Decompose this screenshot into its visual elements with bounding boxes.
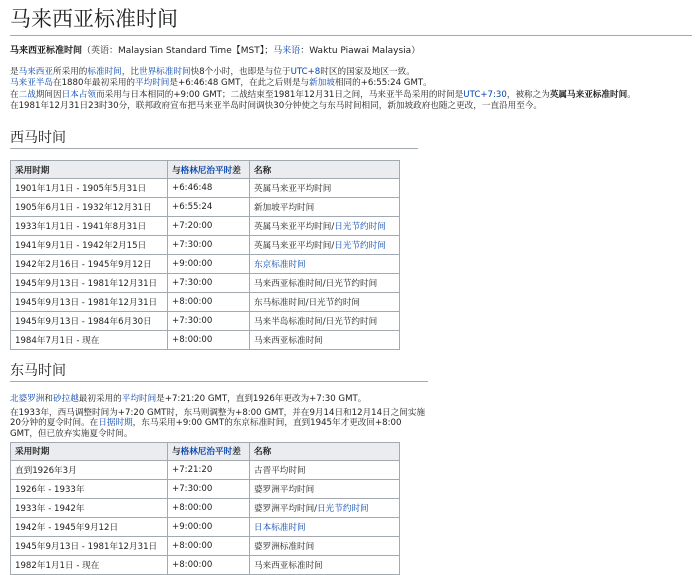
intro-text: 。 (627, 89, 636, 100)
cell-period: 1941年9月1日 - 1942年2月15日 (11, 236, 168, 255)
link-sarawak[interactable]: 砂拉越 (53, 393, 79, 404)
table-row (11, 536, 400, 555)
table-row (11, 179, 400, 198)
cell-offset: +8:00:00 (168, 536, 250, 555)
link-utc730[interactable]: UTC+7:30 (463, 89, 507, 100)
intro-text: ，比 (121, 67, 139, 77)
cell-name (250, 274, 400, 293)
cell-name-link[interactable]: 日光节约时间 (334, 222, 386, 233)
east-text: 最初采用的 (78, 393, 122, 404)
link-malay[interactable]: 马来语 (273, 46, 301, 56)
table-row (11, 236, 400, 255)
cell-period: 1942年2月16日 - 1945年9月12日 (11, 255, 168, 274)
west-table-body (11, 179, 400, 350)
cell-period: 1945年9月13日 - 1981年12月31日 (11, 536, 168, 555)
col-header-name: 名称 (250, 442, 400, 460)
cell-name (250, 331, 400, 350)
section-heading-east: 东马时间 (10, 362, 428, 382)
cell-name (250, 312, 400, 331)
east-text: ，东马采用+9:00 GMT的东京标准时间，直到1945年才更改回+8:00 GMT，但已放弃实施夏令时间。 (10, 418, 402, 440)
table-header-row (11, 442, 400, 460)
cell-name-text: 马来西亚标准时间 (254, 560, 323, 571)
cell-offset: +9:00:00 (168, 517, 250, 536)
cell-period: 1984年7月1日 - 现在 (11, 331, 168, 350)
table-row (11, 198, 400, 217)
table-row (11, 460, 400, 479)
cell-name-text: 东马标准时间/日光节约时间 (254, 298, 361, 309)
cell-name-text: 马来西亚标准时间/日光节约时间 (254, 279, 378, 290)
cell-period: 直到1926年3月 (11, 460, 168, 479)
cell-name (250, 236, 400, 255)
link-mean-time-east[interactable]: 平均时间 (121, 393, 157, 404)
table-row (11, 479, 400, 498)
intro-text: 是+6:46:48 GMT，在此之后则是与 (169, 78, 310, 89)
bold-term: 英属马来亚标准时间 (549, 89, 628, 100)
cell-name (250, 255, 400, 274)
link-north-borneo[interactable]: 北婆罗洲 (10, 393, 45, 404)
cell-period: 1933年 - 1942年 (11, 498, 168, 517)
cell-name-text: 婆罗洲标准时间 (254, 541, 315, 552)
cell-name (250, 217, 400, 236)
cell-offset: +7:30:00 (168, 274, 250, 293)
cell-name-link[interactable]: 东京标准时间 (254, 260, 306, 271)
cell-name-text: 马来西亚标准时间 (254, 336, 323, 347)
intro-text: 相同的+6:55:24 GMT。 (334, 78, 432, 89)
section-heading-west: 西马时间 (10, 129, 418, 149)
intro-line-2 (10, 78, 692, 89)
cell-offset: +6:55:24 (168, 198, 250, 217)
link-japanese-era[interactable]: 日据时期 (98, 418, 133, 429)
link-gmt[interactable]: 格林尼治平时 (180, 447, 233, 458)
col-header-offset (168, 442, 250, 460)
intro-text: 是 (10, 67, 19, 77)
lead-text: （英语：Malaysian Standard Time【MST】； (82, 46, 274, 56)
col-header-name: 名称 (250, 161, 400, 179)
intro-text: 所采用的 (53, 67, 88, 77)
east-paragraph-2 (10, 408, 430, 440)
link-standard-time[interactable]: 标准时间 (87, 67, 122, 77)
cell-name-text: 婆罗洲平均时间/ (254, 503, 318, 514)
link-utc8[interactable]: UTC+8 (290, 67, 321, 77)
table-row (11, 255, 400, 274)
intro-text: 而采用与日本相同的+9:00 GMT；二战结束至1981年12月31日之间，马来亚半岛采用的时间是 (96, 89, 464, 100)
lead-text-2: ：Waktu Piawai Malaysia） (300, 46, 421, 56)
cell-name-text: 英属马来亚平均时间/ (254, 222, 335, 233)
west-time-table (10, 160, 400, 350)
link-ww2[interactable]: 二战 (18, 89, 36, 100)
east-text: 是+7:21:20 GMT，直到1926年更改为+7:30 GMT。 (156, 393, 367, 404)
col-header-period: 采用时期 (11, 161, 168, 179)
cell-name-text: 马来半岛标准时间/日光节约时间 (254, 317, 378, 328)
table-header-row (11, 161, 400, 179)
cell-name-text: 英属马来亚平均时间 (254, 184, 332, 195)
intro-line-1 (10, 67, 692, 78)
col-header-period: 采用时期 (11, 442, 168, 460)
lead-term: 马来西亚标准时间 (10, 46, 83, 56)
cell-name (250, 536, 400, 555)
cell-offset: +7:30:00 (168, 312, 250, 331)
col-header-text: 与 (172, 447, 181, 458)
cell-offset: +7:30:00 (168, 236, 250, 255)
lead-line (10, 45, 692, 57)
cell-name (250, 460, 400, 479)
cell-name (250, 179, 400, 198)
cell-offset: +8:00:00 (168, 293, 250, 312)
intro-text: ，被称之为 (506, 89, 550, 100)
link-gmt[interactable]: 格林尼治平时 (180, 165, 233, 176)
link-utc[interactable]: 世界标准时间 (138, 67, 191, 77)
table-row (11, 274, 400, 293)
cell-offset: +7:21:20 (168, 460, 250, 479)
cell-offset: +7:20:00 (168, 217, 250, 236)
cell-name-text: 古晋平均时间 (254, 465, 306, 476)
east-text: 和 (44, 393, 53, 404)
cell-period: 1905年6月1日 - 1932年12月31日 (11, 198, 168, 217)
cell-offset: +8:00:00 (168, 555, 250, 574)
cell-period: 1926年 - 1933年 (11, 479, 168, 498)
cell-period: 1982年1月1日 - 现在 (11, 555, 168, 574)
table-row (11, 555, 400, 574)
cell-offset: +8:00:00 (168, 331, 250, 350)
intro-text: 快8个小时，也即是与位于 (190, 67, 291, 77)
cell-period: 1933年1月1日 - 1941年8月31日 (11, 217, 168, 236)
table-row (11, 517, 400, 536)
cell-offset: +9:00:00 (168, 255, 250, 274)
cell-name (250, 555, 400, 574)
table-row (11, 498, 400, 517)
intro-text: 时区的国家及地区一致。 (320, 67, 415, 77)
col-header-text: 差 (232, 165, 241, 176)
intro-paragraph (10, 67, 692, 113)
link-singapore[interactable]: 新加坡 (309, 78, 335, 89)
intro-text: 期间因 (35, 89, 62, 100)
cell-offset: +6:46:48 (168, 179, 250, 198)
intro-text: 在 (10, 89, 19, 100)
cell-period: 1945年9月13日 - 1981年12月31日 (11, 293, 168, 312)
link-japanese-occupation[interactable]: 日本占领 (61, 89, 96, 100)
east-table-body (11, 460, 400, 574)
col-header-offset (168, 161, 250, 179)
col-header-text: 与 (172, 165, 181, 176)
cell-name-text: 英属马来亚平均时间/ (254, 241, 335, 252)
cell-name-text: 婆罗洲平均时间 (254, 484, 315, 495)
cell-name-link[interactable]: 日本标准时间 (254, 522, 306, 533)
east-time-table (10, 442, 400, 575)
cell-name-text: 新加坡平均时间 (254, 203, 315, 214)
article (10, 0, 692, 575)
intro-line-4: 在1981年12月31日23时30分，联邦政府宣布把马来亚半岛时间调快30分钟使之与东马时间相同，新加坡政府也随之更改，一直沿用至今。 (10, 101, 543, 112)
cell-period: 1945年9月13日 - 1981年12月31日 (11, 274, 168, 293)
table-row (11, 293, 400, 312)
cell-name (250, 498, 400, 517)
page-title: 马来西亚标准时间 (10, 5, 692, 36)
cell-name-link[interactable]: 日光节约时间 (317, 503, 369, 514)
link-mean-time[interactable]: 平均时间 (135, 78, 170, 89)
cell-period: 1901年1月1日 - 1905年5月31日 (11, 179, 168, 198)
table-row (11, 312, 400, 331)
cell-period: 1942年 - 1945年9月12日 (11, 517, 168, 536)
col-header-text: 差 (232, 447, 241, 458)
link-malay-peninsula[interactable]: 马来亚半岛 (10, 78, 53, 89)
intro-line-3 (10, 90, 692, 101)
cell-name (250, 479, 400, 498)
cell-offset: +7:30:00 (168, 479, 250, 498)
east-paragraph (10, 394, 692, 405)
link-malaysia[interactable]: 马来西亚 (18, 67, 53, 77)
cell-name (250, 517, 400, 536)
east-text: 在1933年，西马调整时间为+7:20 GMT时，东马则调整为+8:00 GMT，并在9月14日和12月14日之间实施20分钟的夏令时间。在 (10, 407, 426, 429)
east-line-1 (10, 394, 692, 405)
cell-name-link[interactable]: 日光节约时间 (334, 241, 386, 252)
cell-name (250, 293, 400, 312)
cell-offset: +8:00:00 (168, 498, 250, 517)
table-row (11, 217, 400, 236)
intro-text: 在1880年最初采用的 (52, 78, 136, 89)
cell-name (250, 198, 400, 217)
cell-period: 1945年9月13日 - 1984年6月30日 (11, 312, 168, 331)
table-row (11, 331, 400, 350)
